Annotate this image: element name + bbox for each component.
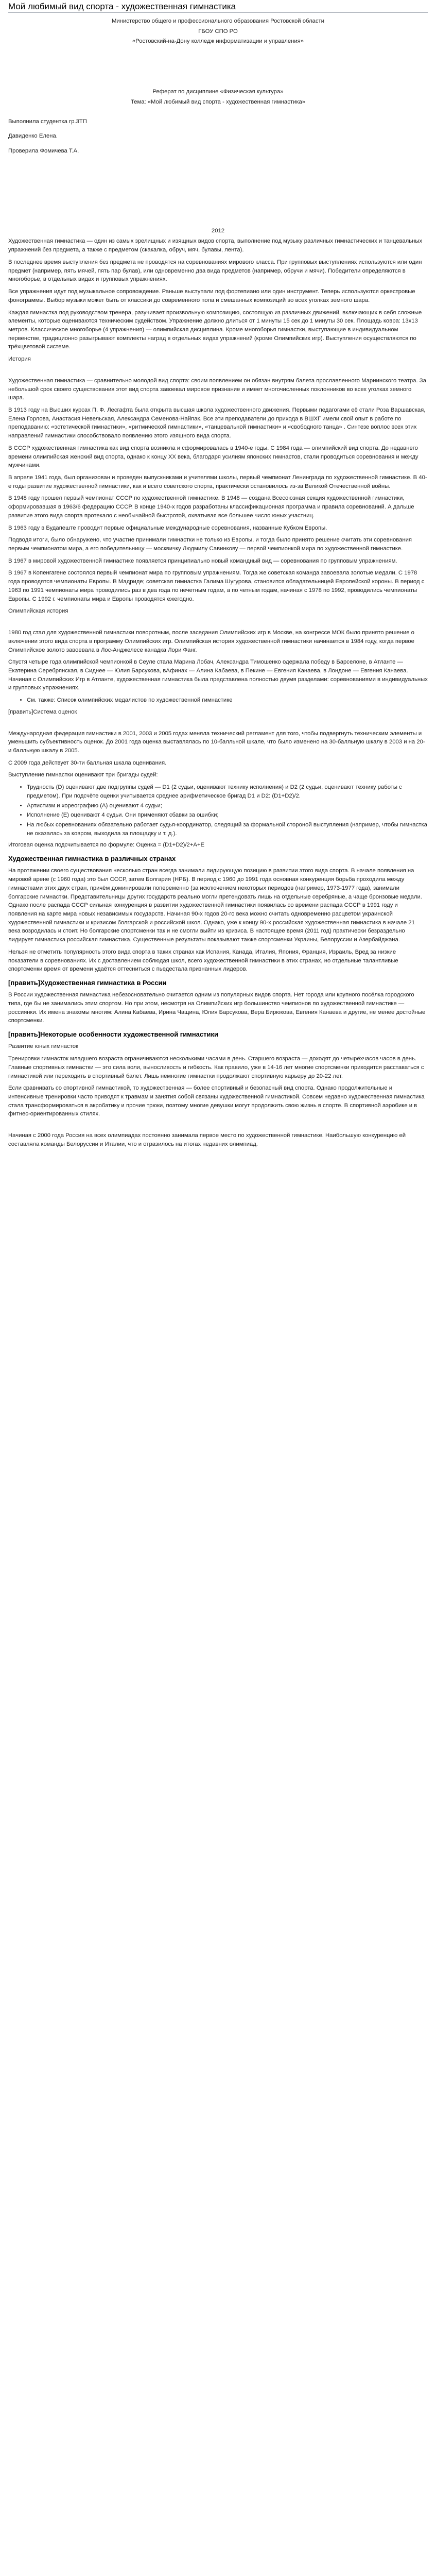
list-item: • Артистизм и хореографию (A) оценивают 4 судьи; [27,802,428,810]
russia-paragraph: В России художественная гимнастика небезосновательно считается одним из популярных видов спорта. Нет города или крупного посёлка городского типа, где бы не занимались этим спортом. Но при этом, несмотря на Олимпийских игр большинство чемпионов по художественной гимнастике — россиянки. Их имена знакомы многим: Алина Кабаева, Ирина Чащина, Юлия Барсукова, Вера Бирюкова, Евгения Канаева и другие, не менее достойные спортсменки. [8,992,426,1024]
scoring-formula: Итоговая оценка подсчитывается по формуле: Оценка = (D1+D2)/2+A+E [8,842,205,849]
olympic-paragraph: Спустя четыре года олимпийской чемпионкой в Сеуле стала Марина Лобач, Александра Тимошенко одержала победу в Барселоне, в Атланте — Екатерина Серебрянская, в Сиднее — Юлия Барсукова, вАфинах — Алина Кабаева, в Пекине — Евгения Канаева, в Лондоне — Евгения Канаева. Начиная с Олимпийских Игр в Атланте, художественная гимнастика была представлена полностью двумя разделами: соревнованиями в индивидуальных и групповых упражнениях. [8,659,428,691]
article-page [0,0,436,1165]
author-line-name: Давиденко Елена. [8,133,58,140]
history-paragraph: В 1967 в Копенгагене состоялся первый чемпионат мира по групповым упражнениям. Тогда же советская команда завоевала золотые медали. С 1978 года проводятся чемпионаты Европы. В Мадриде; советская гимнастка Галима Шугурова, становится обладательницей Европейской короны. В период с 1963 по 1991 чемпионаты мира проводились раз в два года по нечетным годам, а по четным годам, начиная с 1978 по 1992, проводились чемпионаты Европы. С 1992 г. чемпионаты мира и Европы проводятся ежегодно. [8,570,425,602]
ministry-line: Министерство общего и профессионального образования Ростовской области [112,18,324,24]
college-line: «Ростовский-на-Дону колледж информатизации и управления» [132,38,304,45]
intro-paragraph: В последнее время выступления без предмета не проводятся на соревнованиях мирового класса. При групповых выступлениях используются или один предмет (например, пять мячей, пять пар булав), или одновременно два вида предметов (например, обручи и мячи). Победители определяются в многоборье, в отдельных видах и групповых упражнениях. [8,259,422,283]
olympic-paragraph: 1980 год стал для художественной гимнастики поворотным, после заседания Олимпийских игр в Москве, на конгрессе МОК было принято решение о включении этого вида спорта в программу Олимпийских игр. Олимпийская история художественной гимнастики начинается в 1984 году, когда первое Олимпийское золото завоевала в Лос-Анджелесе канадка Лори Фанг. [8,630,414,653]
author-block [8,117,428,156]
history-paragraph: Художественная гимнастика — сравнительно молодой вид спорта: своим появлением он обязан внутрям балета прославленного Мариинского театра. За небольшой срок своего существования этот вид спорта завоевал мировое признание и имеет многочисленных поклонников во всех уголках земного шара. [8,377,426,401]
countries-paragraph: Нельзя не отметить популярность этого вида спорта в таких странах как Испания, Канада, Италия, Япония, Франция, Израиль, Вред за низкие показатели в соревнованиях. Их с доставлением соблюдая школ, всего художественной гимнастики в этих странах, но отдельные талантливые спортсменки время от времени удаётся оттесниться с пьедестала признанных лидеров. [8,948,398,973]
intro-paragraph: Каждая гимнастка под руководством тренера, разучивает произвольную композицию, состоящую из различных движений, включающих в себя сложные элементы, которые оцениваются техническим судейством. Упражнение должно длиться от 1 минуты 15 сек до 1 минуты 30 сек. Площадь ковра: 13х13 метров. Классическое многоборье (4 упражнения) — олимпийская дисциплина. Кроме многоборья гимнастки, выступающие в индивидуальном первенстве, традиционно разыгрывают комплекты наград в отдельных видах упражнений (кроме Олимпийских игр). Выступления осуществляются по трёхцветовой системе. [8,309,422,350]
features-heading[interactable]: [править]Некоторые особенности художественной гимнастики [8,1030,218,1039]
features-paragraph: Тренировки гимнасток младшего возраста ограничиваются несколькими часами в день. Старшего возраста — доходят до четырёхчасов часов в день. Главные спортивных гимнастки — это сила воли, выносливость и гибкость. Как правило, уже в 14-16 лет многие спортсменки приходится расставаться с гимнастикой или переходить в спортивный балет. Лишь немногие гимнастки продолжают спортивную карьеру до 20-22 лет. [8,1056,424,1079]
olympic-history-label: Олимпийская история [8,608,68,615]
judging-brigades-list [8,783,428,838]
author-line-group: Выполнила студентка гр.3ТП [8,118,87,125]
essay-label: Реферат по дисциплине «Физическая культура» [152,89,284,95]
spacer [8,162,428,227]
countries-heading: Художественная гимнастика в различных странах [8,855,176,863]
list-item: • Трудность (D) оценивают две подгруппы судей — D1 (2 судьи, оценивают технику исполнения) и D2 (2 судьи, оценивают технику работы с предметом). При подсчёте оценки учитывается среднее арифметическое бригад D1 и D2: (D1+D2)/2. [27,783,428,800]
countries-paragraph: На протяжении своего существования несколько стран всегда занимали лидирующую позицию в развитии этого вида спорта. В начале появления на мировой арене (с 1960 года) это был СССР, затем Болгария (НРБ). В период с 1960 до 1991 года основная конкуренция борьба проходила между гимнастками этих двух стран, причём доминировали попеременно (за исключением некоторых периодов (например, 1973-1977 года), занимали болгарские гимнастки. Представительницы других государств реально могли претендовать лишь на отдельные серебряные, а чаще бронзовые медали. Однако после распада СССР сильная конкуренция в развитии художественной гимнастики появилась со времени распада СССР в 1991 году и появления на карте мира новых независимых государств. Начиная 90-х годов 20-го века можно считать одновременно расцветом украинской художественной гимнастики и кризисом болгарской и российской школ. Однако, уже к концу 90-х российская художественная гимнастика в начале 21 века возродилась и стоит. Но болгарские спортсменки так и не смогли выйти из кризиса. В настоящее время (2011 год) практически безраздельно лидирует гимнастика российская гимнастика. Существенные результаты показывают также спортсменки Украины, Белоруссии и Азербайджана. [8,868,422,943]
scoring-paragraph: Выступление гимнастки оценивают три бригады судей: [8,772,158,778]
title-page-header [8,17,428,46]
history-paragraph: Подводя итоги, было обнаружено, что участие принимали гимнастки не только из Европы, и тогда было принято решение считать эти соревнования первым чемпионатом мира, а его победительницу — москвичку Людмилу Савинкову — первой чемпионкой мира по художественной гимнастике. [8,537,412,552]
history-paragraph: В СССР художественная гимнастика как вид спорта возникла и сформировалась в 1940-е годы. С 1984 года — олимпийский вид спорта. До недавнего времени олимпийская женский вид спорта, однако к концу XX века, благодаря усилиям японских гимнастов, стали проводиться соревнования и между мужчинами. [8,445,418,469]
spacer [8,47,428,88]
spacer [8,367,428,377]
intro-paragraph: Художественная гимнастика — один из самых зрелищных и изящных видов спорта, выполнение под музыку различных гимнастических и танцевальных упражнений без предмета, а также с предметом (скакалка, обруч, мяч, булавы, лента). [8,238,423,253]
institution-type-line: ГБОУ СПО РО [198,28,238,35]
spacer [8,108,428,117]
russia-heading[interactable]: [править]Художественная гимнастика в России [8,979,167,987]
history-paragraph: В 1963 году в Будапеште проводит первые официальные международные соревнования, названные Кубком Европы. [8,524,327,531]
essay-topic: Тема: «Мой любимый вид спорта - художественная гимнастика» [130,98,306,105]
scoring-paragraph: Международная федерация гимнастики в 2001, 2003 и 2005 годах меняла технический регламент для того, чтобы подвергнуть техническим элементы и уменьшить субъективность оценок. До 2001 года оценка выставлялась по 10-балльной шкале, что было изменено на 30-балльную шкалу в 2003 и на 20-и балльную шкалу в 2005. [8,730,425,754]
list-item: • На любых соревнованиях обязательно работает судья-координатор, следящий за формальной стороной выступления (например, чтобы гимнастка не оказалась за ковром, выходила за площадку и т. д.). [27,821,428,838]
article-title: Мой любимый вид спорта - художественная гимнастика [8,0,428,13]
see-also-list [8,696,428,705]
spacer [8,1122,428,1131]
spacer [8,619,428,629]
history-paragraph: В 1913 году на Высших курсах П. Ф. Лесгафта была открыта высшая школа художественного движения. Первыми педагогами её стали Роза Варшавская, Елена Горлова, Анастасия Невельская, Александра Семенова-Найпак. Все эти преподаватели до прихода в ВШХГ имели свой опыт в работе по преподаванию: «эстетической гимнастики», «ритмической гимнастики», «танцевальной гимнастики» и «свободного танца» . Синтезе воплос всех этих направлений гимнастики способствовало появлению этого изящного вида спорта. [8,406,426,439]
history-paragraph: В апреле 1941 года, был организован и проведен выпускниками и учителями школы, первый чемпионат Ленинграда по художественной гимнастике. В 40-е годы развитие художественной гимнастики, как и всего советского спорта, практически остановилось из-за Великой Отечественной войны. [8,474,427,489]
young-gymnasts-label: Развитие юных гимнасток [8,1043,78,1050]
see-also-link[interactable]: • См. также: Список олимпийских медалистов по художественной гимнастике [27,696,428,705]
spacer [8,720,428,730]
history-paragraph: В 1948 году прошел первый чемпионат СССР по художественной гимнастике. В 1948 — создана Всесоюзная секция художественной гимнастики, сформировавшая в 1963/6 федерацию СССР. В конце 1940-х годов разработаны классификационная программа и правила соревнований. А дальше развитие этого вида спорта протекало с необычайной быстротой, охватывая все большее число юных участниц. [8,495,414,519]
features-paragraph: Начиная с 2000 года Россия на всех олимпиадах постоянно занимала первое место по художественной гимнастике. Наибольшую конкуренцию ей составляла команды Белоруссии и Италии, что и отразилось на итогах недавних олимпиад. [8,1132,406,1147]
features-paragraph: Если сравнивать со спортивной гимнастикой, то художественная — более спортивный и безопасный вид спорта. Однако продолжительные и интенсивные тренировки часто приводят к травмам и занятия собой связаны художественной гимнастикой. Совсем недавно художественная гимнастика стала трансформироваться в акробатику и прочие трюки, поэтому многие девушки могут продолжить свою жизнь в спорте. В спортивной аэробике и в фитнес-ориентированных стилях. [8,1085,425,1117]
reviewer-line: Проверила Фомичева Т.А. [8,148,79,155]
intro-paragraph: Все упражнения идут под музыкальное сопровождение. Раньше выступали под фортепиано или один инструмент. Теперь используются оркестровые фонограммы. Выбор музыки может быть от классики до современного попа и смешанных композиций во всех уголках земного шара. [8,289,415,303]
list-item: • Исполнение (E) оценивают 4 судьи. Они применяют сбавки за ошибки; [27,811,428,820]
year-label: 2012 [211,227,225,234]
history-label: История [8,356,31,363]
history-paragraph: В 1967 в мировой художественной гимнастике появляется принципиально новый командный вид — соревнования по групповым упражнениям. [8,557,397,564]
scoring-paragraph: С 2009 года действует 30-ти балльная шкала оценивания. [8,759,167,766]
scoring-system-section-link[interactable]: [править]Система оценок [8,708,77,715]
